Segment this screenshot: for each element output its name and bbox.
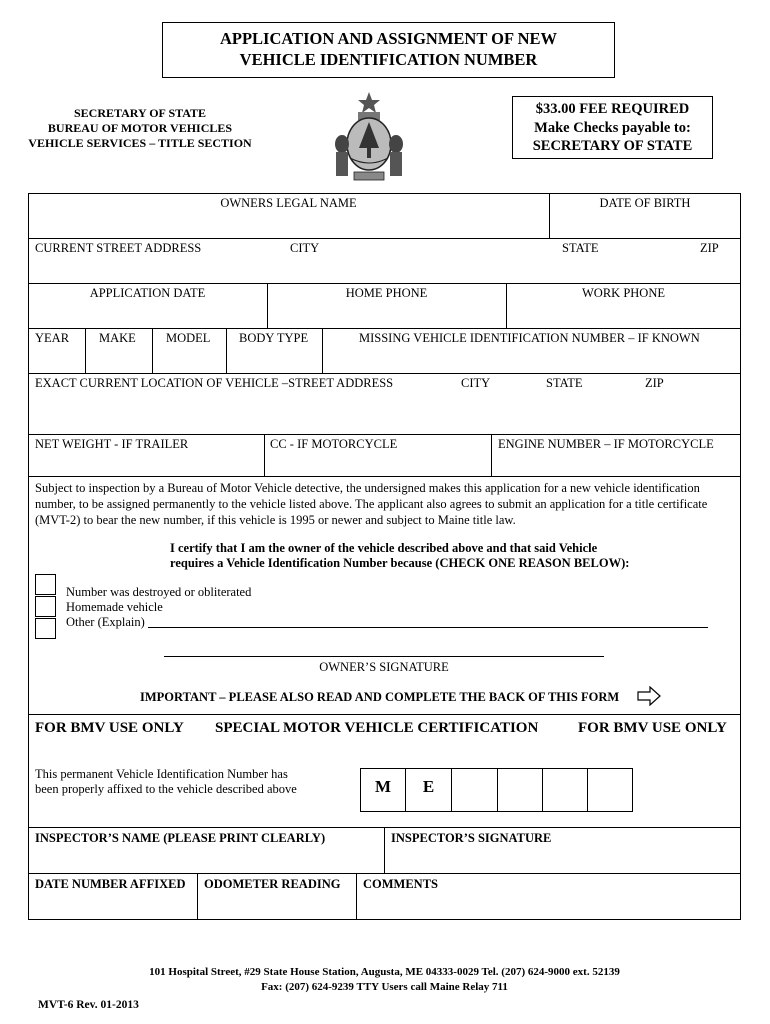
- owner-name-input[interactable]: [32, 214, 546, 234]
- col-divider: [197, 873, 198, 920]
- row-divider: [28, 714, 741, 715]
- col-divider: [384, 827, 385, 873]
- engine-number-label: ENGINE NUMBER – IF MOTORCYCLE: [498, 437, 714, 451]
- bmv-use-only-right: FOR BMV USE ONLY: [578, 720, 727, 736]
- special-certification-title: SPECIAL MOTOR VEHICLE CERTIFICATION: [215, 720, 539, 736]
- col-divider: [85, 328, 86, 373]
- dob-input[interactable]: [553, 214, 741, 234]
- odometer-input[interactable]: [201, 895, 355, 915]
- state-label: STATE: [562, 241, 599, 255]
- inspector-signature-label: INSPECTOR’S SIGNATURE: [391, 831, 552, 845]
- reason-homemade-label: Homemade vehicle: [66, 600, 163, 614]
- signature-line: [164, 656, 604, 657]
- application-date-input[interactable]: [32, 304, 266, 324]
- body-type-label: BODY TYPE: [239, 331, 309, 345]
- vin-box[interactable]: [542, 768, 588, 812]
- form-title-line2: VEHICLE IDENTIFICATION NUMBER: [239, 50, 538, 69]
- affixed-statement-line2: been properly affixed to the vehicle described above: [35, 782, 297, 796]
- statement-line2: number, to be assigned permanently to the vehicle listed above. The applicant also agrees to submit an application for a title certificate: [35, 497, 708, 511]
- city-label: CITY: [290, 241, 320, 255]
- missing-vin-label: MISSING VEHICLE IDENTIFICATION NUMBER – IF KNOWN: [359, 331, 700, 345]
- vehicle-info-input[interactable]: [328, 349, 740, 369]
- year-label: YEAR: [35, 331, 70, 345]
- certify-line2: requires a Vehicle Identification Number because (CHECK ONE REASON BELOW):: [170, 556, 630, 570]
- row-divider: [28, 873, 741, 874]
- fee-line2: Make Checks payable to:: [534, 120, 691, 136]
- statement-line1: Subject to inspection by a Bureau of Motor Vehicle detective, the undersigned makes this application for a new vehicle identification: [35, 481, 700, 495]
- certify-line1: I certify that I am the owner of the vehicle described above and that said Vehicle: [170, 541, 598, 555]
- col-divider: [322, 328, 323, 373]
- row-divider: [28, 476, 741, 477]
- street-address-input[interactable]: [32, 259, 736, 279]
- inspector-name-label: INSPECTOR’S NAME (PLEASE PRINT CLEARLY): [35, 831, 326, 845]
- inspector-name-input[interactable]: [32, 849, 384, 869]
- vin-box[interactable]: [405, 768, 452, 812]
- dob-label: DATE OF BIRTH: [599, 196, 691, 210]
- agency-line2: BUREAU OF MOTOR VEHICLES: [47, 121, 233, 135]
- vin-letter: M: [374, 777, 392, 796]
- owner-signature-input[interactable]: [166, 637, 606, 655]
- footer-address-line2: Fax: (207) 624-9239 TTY Users call Maine Relay 711: [261, 981, 508, 993]
- col-divider: [152, 328, 153, 373]
- explain-line: [148, 627, 708, 628]
- reason-homemade-checkbox[interactable]: [35, 596, 56, 617]
- vin-box[interactable]: [451, 768, 498, 812]
- net-weight-label: NET WEIGHT - IF TRAILER: [35, 437, 189, 451]
- reason-destroyed-checkbox[interactable]: [35, 574, 56, 595]
- vin-box[interactable]: [587, 768, 633, 812]
- owner-name-label: OWNERS LEGAL NAME: [220, 196, 357, 210]
- reason-destroyed-label: Number was destroyed or obliterated: [66, 585, 252, 599]
- inspector-signature-input[interactable]: [389, 849, 740, 869]
- cc-label: CC - IF MOTORCYCLE: [270, 437, 398, 451]
- other-explain-input[interactable]: [150, 611, 709, 627]
- important-notice: IMPORTANT – PLEASE ALSO READ AND COMPLETE THE BACK OF THIS FORM: [140, 690, 620, 704]
- street-address-label: CURRENT STREET ADDRESS: [35, 241, 202, 255]
- row-divider: [28, 434, 741, 435]
- col-divider: [356, 873, 357, 920]
- comments-label: COMMENTS: [363, 877, 438, 891]
- home-phone-input[interactable]: [271, 304, 505, 324]
- vehicle-location-label: EXACT CURRENT LOCATION OF VEHICLE –STREET ADDRESS: [35, 376, 394, 390]
- owner-signature-label: OWNER’S SIGNATURE: [319, 660, 449, 674]
- footer-address-line1: 101 Hospital Street, #29 State House Station, Augusta, ME 04333-0029 Tel. (207) 624-9000 ext. 52139: [149, 966, 620, 978]
- work-phone-label: WORK PHONE: [582, 286, 665, 300]
- row-divider: [28, 238, 741, 239]
- location-city-label: CITY: [461, 376, 491, 390]
- fee-line3: SECRETARY OF STATE: [532, 138, 693, 154]
- vin-box[interactable]: [360, 768, 406, 812]
- reason-other-checkbox[interactable]: [35, 618, 56, 639]
- work-phone-input[interactable]: [510, 304, 740, 324]
- agency-line1: SECRETARY OF STATE: [73, 106, 207, 120]
- vin-letter: E: [422, 777, 435, 796]
- row-divider: [28, 373, 741, 374]
- fee-line1: $33.00 FEE REQUIRED: [535, 101, 690, 117]
- affixed-statement-line1: This permanent Vehicle Identification Number has: [35, 767, 288, 781]
- location-zip-label: ZIP: [645, 376, 664, 390]
- bmv-use-only-left: FOR BMV USE ONLY: [35, 720, 184, 736]
- statement-line3: (MVT-2) to bear the new number, if this vehicle is 1995 or newer and subject to Maine title law.: [35, 513, 516, 527]
- odometer-label: ODOMETER READING: [204, 877, 341, 891]
- vin-box[interactable]: [497, 768, 543, 812]
- comments-input[interactable]: [360, 895, 740, 915]
- row-divider: [28, 283, 741, 284]
- date-affixed-label: DATE NUMBER AFFIXED: [35, 877, 186, 891]
- reason-other-label: Other (Explain): [66, 615, 145, 629]
- right-arrow-icon: [637, 686, 661, 706]
- col-divider: [264, 434, 265, 476]
- col-divider: [226, 328, 227, 373]
- row-divider: [28, 328, 741, 329]
- form-id: MVT-6 Rev. 01-2013: [38, 999, 139, 1011]
- home-phone-label: HOME PHONE: [345, 286, 428, 300]
- form-title-line1: APPLICATION AND ASSIGNMENT OF NEW: [219, 29, 558, 48]
- location-state-label: STATE: [546, 376, 583, 390]
- col-divider: [491, 434, 492, 476]
- date-affixed-input[interactable]: [32, 895, 196, 915]
- maine-state-seal-icon: [328, 88, 410, 184]
- make-label: MAKE: [99, 331, 136, 345]
- zip-label: ZIP: [700, 241, 719, 255]
- application-date-label: APPLICATION DATE: [89, 286, 206, 300]
- model-label: MODEL: [166, 331, 211, 345]
- agency-line3: VEHICLE SERVICES – TITLE SECTION: [28, 136, 252, 150]
- vehicle-location-input[interactable]: [32, 400, 736, 424]
